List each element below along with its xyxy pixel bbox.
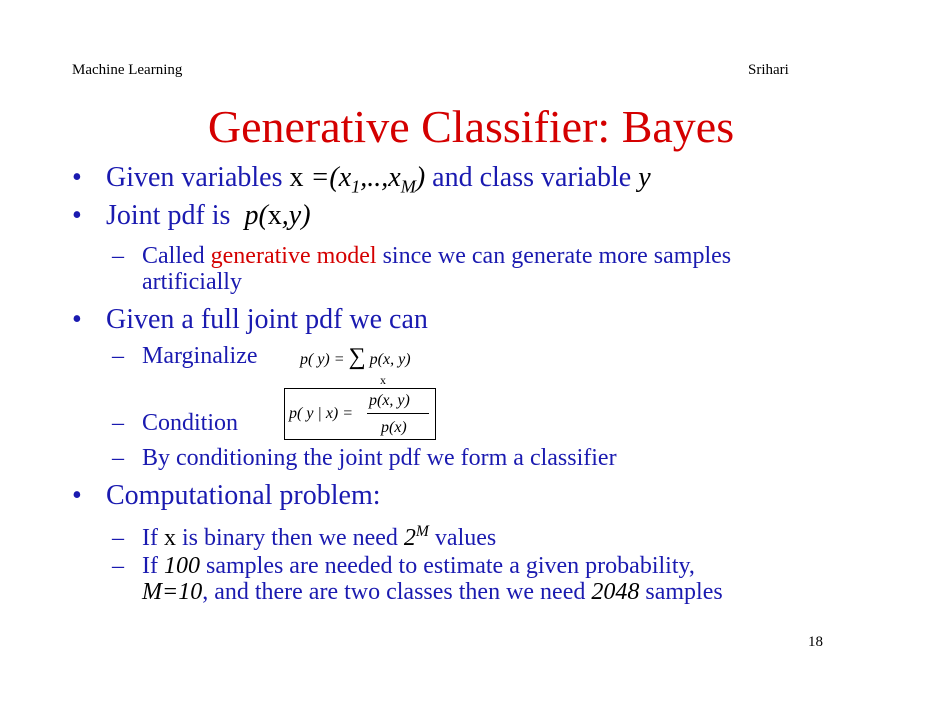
eq-close: ) <box>415 162 426 193</box>
sub-text: Called <box>142 243 211 269</box>
dash-icon: – <box>112 553 124 579</box>
slide-title: Generative Classifier: Bayes <box>207 101 735 152</box>
sub-text: By conditioning the joint pdf we form a classifier <box>142 445 617 471</box>
var-p: p( <box>244 200 268 231</box>
sub-text-3: , and there are two classes then we need <box>202 579 592 605</box>
sub-text: Marginalize <box>142 343 258 369</box>
bullet-computational-problem <box>72 480 381 512</box>
page-number: 18 <box>808 634 823 650</box>
subbullet-by-conditioning <box>112 445 617 471</box>
subbullet-binary <box>112 519 496 551</box>
conditional-denominator: p(x) <box>381 419 407 436</box>
bullet-joint-pdf <box>72 200 311 232</box>
sub-1: 1 <box>351 176 361 197</box>
sub-text: Condition <box>142 410 239 436</box>
sub-text-2: is binary then we need <box>175 525 404 551</box>
value-m10: M=10 <box>142 579 203 605</box>
bullet-icon: • <box>72 480 82 511</box>
bullet-text: Given a full joint pdf we can <box>106 304 428 335</box>
var-x: x <box>267 200 282 231</box>
power-exponent: M <box>415 523 429 540</box>
subbullet-generative-model <box>112 243 731 295</box>
sub-text-3: values <box>428 525 497 551</box>
var-x1: x <box>338 162 352 193</box>
conditional-equation-box <box>284 388 436 440</box>
sub-text: If <box>142 525 164 551</box>
marginal-lhs: p( y) = <box>300 351 345 368</box>
sub-m: M <box>400 176 416 197</box>
dash-icon: – <box>112 343 124 369</box>
dots: ,.., <box>360 162 389 193</box>
bullet-icon: • <box>72 162 82 193</box>
dash-icon: – <box>112 445 124 471</box>
sub-text-2: since we can generate more samples <box>376 243 732 269</box>
header-right: Srihari <box>748 62 789 78</box>
var-y: ,y) <box>281 200 311 231</box>
marginal-rhs: p(x, y) <box>369 351 411 368</box>
sub-text: If <box>142 553 164 579</box>
sub-text-line2: artificially <box>142 269 242 295</box>
power-base: 2 <box>403 525 416 551</box>
var-xm: x <box>388 162 401 193</box>
generative-model-term: generative model <box>210 243 377 269</box>
dash-icon: – <box>112 243 124 269</box>
bullet-icon: • <box>72 200 82 231</box>
subbullet-marginalize <box>112 343 258 369</box>
fraction-bar <box>367 413 429 414</box>
marginal-sum-index: x <box>380 373 386 387</box>
bullet-text-2: and class variable <box>425 162 639 193</box>
subbullet-condition <box>112 410 238 436</box>
var-x: x <box>289 162 304 193</box>
header-left: Machine Learning <box>72 62 183 78</box>
sub-text-4: samples <box>639 579 723 605</box>
bullet-text: Computational problem: <box>106 480 381 511</box>
conditional-numerator: p(x, y) <box>369 392 410 409</box>
dash-icon: – <box>112 525 124 551</box>
sub-text-2: samples are needed to estimate a given probability, <box>199 553 695 579</box>
conditional-lhs: p( y | x) = <box>289 405 354 422</box>
bullet-full-joint <box>72 304 428 336</box>
eq-open: =( <box>303 162 339 193</box>
bullet-given-variables <box>72 162 651 203</box>
value-2048: 2048 <box>591 579 640 605</box>
subbullet-samples <box>112 553 723 605</box>
bullet-icon: • <box>72 304 82 335</box>
bullet-text: Joint pdf is <box>106 200 245 231</box>
value-100: 100 <box>163 553 200 579</box>
sum-icon: ∑ <box>348 344 366 370</box>
dash-icon: – <box>112 410 124 436</box>
marginal-equation <box>300 344 411 371</box>
bullet-text: Given variables <box>106 162 290 193</box>
var-x: x <box>163 525 176 551</box>
var-y: y <box>638 162 651 193</box>
